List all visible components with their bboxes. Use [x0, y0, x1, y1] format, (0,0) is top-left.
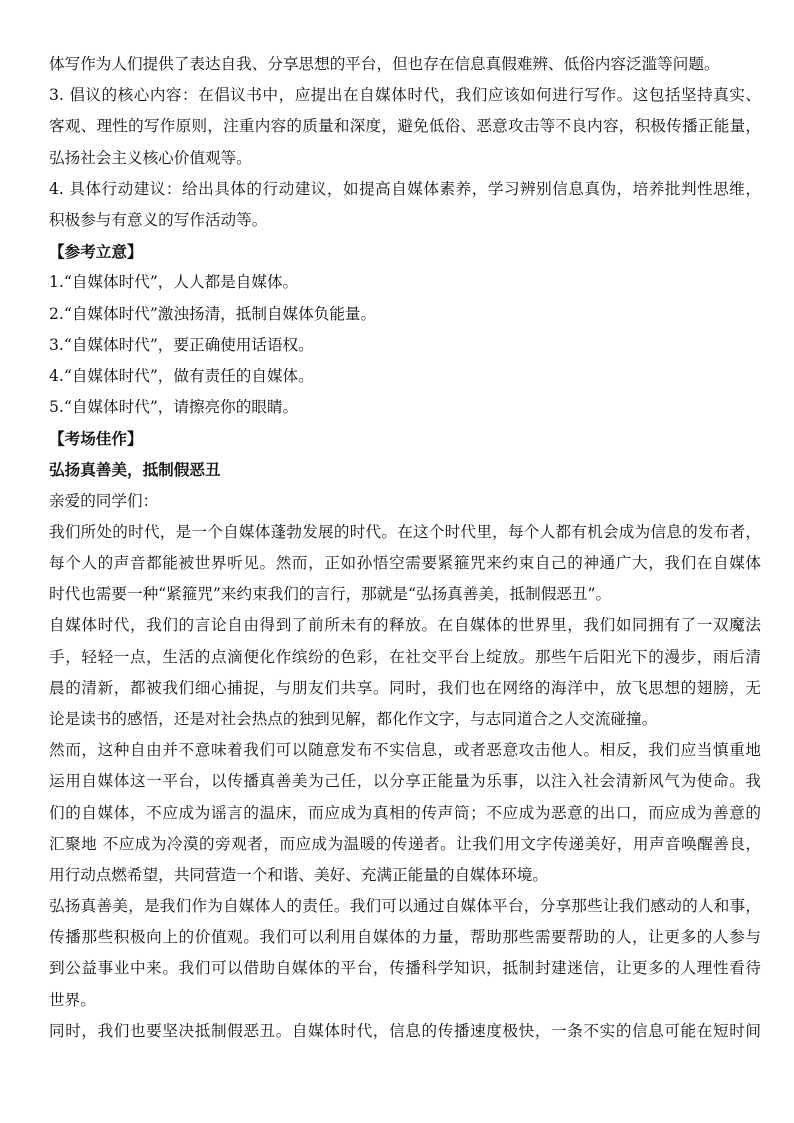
text-line: 1.“自媒体时代”，人人都是自媒体。 — [49, 273, 299, 292]
text-line: 论是读书的感悟，还是对社会热点的独到见解，都化作文字，与志同道合之人交流碰撞。 — [49, 709, 658, 728]
text-line: 晨的清新，都被我们细心捕捉，与朋友们共享。同时，我们也在网络的海洋中，放飞思想的翅膀，无 — [49, 678, 761, 697]
text-line: 5.“自媒体时代”，请擦亮你的眼睛。 — [49, 398, 299, 417]
text-line: 然而，这种自由并不意味着我们可以随意发布不实信息，或者恶意攻击他人。相反，我们应当慎重地 — [49, 741, 761, 760]
text-line: 每个人的声音都能被世界听见。然而，正如孙悟空需要紧箍咒来约束自己的神通广大，我们在自媒体 — [49, 554, 761, 572]
text-line: 弘扬真善美，是我们作为自媒体人的责任。我们可以通过自媒体平台，分享那些让我们感动的人和事， — [49, 897, 761, 916]
section-heading: 【考场佳作】 — [49, 429, 143, 449]
text-line: 积极参与有意义的写作活动等。 — [49, 210, 268, 229]
text-line: 们的自媒体，不应成为谣言的温床，而应成为真相的传声筒；不应成为恶意的出口，而应成为善意的 — [49, 803, 761, 822]
section-heading: 弘扬真善美，抵制假恶丑 — [49, 460, 221, 480]
text-line: 亲爱的同学们： — [49, 491, 159, 510]
text-line: 3. 倡议的核心内容：在倡议书中，应提出在自媒体时代，我们应该如何进行写作。这包括坚持真实、 — [49, 86, 761, 105]
text-line: 我们所处的时代，是一个自媒体蓬勃发展的时代。在这个时代里，每个人都有机会成为信息的发布者， — [49, 522, 761, 541]
text-line: 体写作为人们提供了表达自我、分享思想的平台，但也存在信息真假难辨、低俗内容泛滥等问题。 — [49, 55, 720, 73]
text-line: 世界。 — [49, 990, 96, 1009]
document-page — [49, 49, 761, 1047]
text-line: 汇聚地 不应成为冷漠的旁观者，而应成为温暖的传递者。让我们用文字传递美好，用声音唤醒善良， — [49, 834, 761, 853]
text-line: 4. 具体行动建议：给出具体的行动建议，如提高自媒体素养，学习辨别信息真伪，培养批判性思维， — [49, 179, 761, 198]
text-line: 4.“自媒体时代”，做有责任的自媒体。 — [49, 366, 314, 385]
text-line: 用行动点燃希望，共同营造一个和谐、美好、充满正能量的自媒体环境。 — [49, 865, 549, 884]
text-line: 客观、理性的写作原则，注重内容的质量和深度，避免低俗、恶意攻击等不良内容，积极传播正能量， — [49, 117, 761, 136]
text-line: 时代也需要一种“紧箍咒”来约束我们的言行，那就是“弘扬真善美，抵制假恶丑”。 — [49, 585, 612, 604]
text-line: 手，轻轻一点，生活的点滴便化作缤纷的色彩，在社交平台上绽放。那些午后阳光下的漫步，雨后清 — [49, 647, 761, 666]
text-line: 运用自媒体这一平台，以传播真善美为己任，以分享正能量为乐事，以注入社会清新风气为使命。我 — [49, 772, 761, 791]
section-heading: 【参考立意】 — [49, 242, 143, 262]
text-line: 传播那些积极向上的价值观。我们可以利用自媒体的力量，帮助那些需要帮助的人，让更多的人参与 — [49, 928, 761, 947]
text-line: 自媒体时代，我们的言论自由得到了前所未有的释放。在自媒体的世界里，我们如同拥有了一双魔法 — [49, 616, 761, 635]
text-line: 弘扬社会主义核心价值观等。 — [49, 148, 252, 167]
text-line: 同时，我们也要坚决抵制假恶丑。自媒体时代，信息的传播速度极快，一条不实的信息可能在短时间 — [49, 1021, 761, 1040]
text-line: 2.“自媒体时代”激浊扬清，抵制自媒体负能量。 — [49, 304, 377, 323]
text-line: 3.“自媒体时代”，要正确使用话语权。 — [49, 335, 314, 354]
text-line: 到公益事业中来。我们可以借助自媒体的平台，传播科学知识，抵制封建迷信，让更多的人理性看待 — [49, 959, 761, 978]
